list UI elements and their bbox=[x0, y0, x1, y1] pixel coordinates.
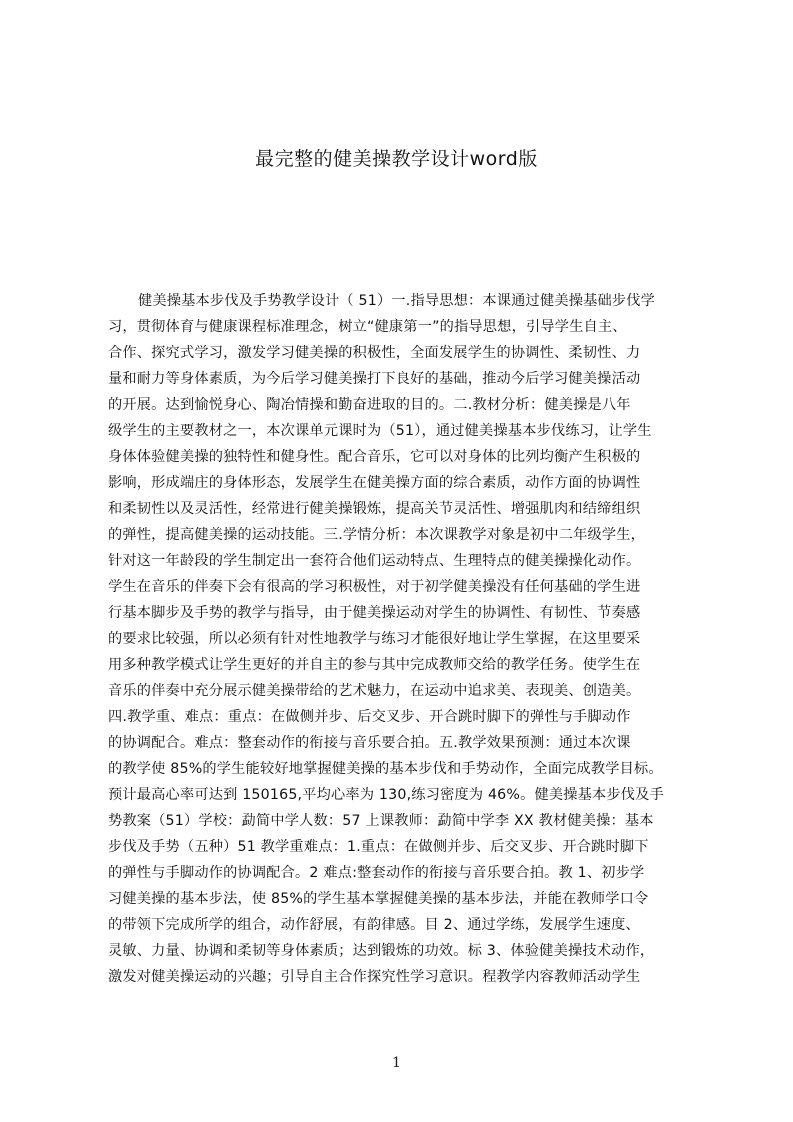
body-line: 四.教学重、难点：重点：在做侧并步、后交叉步、开合跳时脚下的弹性与手脚动作 bbox=[108, 709, 631, 725]
body-line: 针对这一年龄段的学生制定出一套符合他们运动特点、生理特点的健美操操化动作。 bbox=[108, 553, 641, 569]
body-line: 学生在音乐的伴奏下会有很高的学习积极性，对于初学健美操没有任何基础的学生进 bbox=[108, 579, 641, 595]
body-line: 用多种教学模式让学生更好的并自主的参与其中完成教师交给的教学任务。使学生在 bbox=[108, 657, 641, 673]
body-line: 音乐的伴奏中充分展示健美操带给的艺术魅力，在运动中追求美、表现美、创造美。 bbox=[108, 683, 641, 699]
body-line: 健美操基本步伐及手势教学设计（ 51）一.指导思想：本课通过健美操基础步伐学 bbox=[138, 293, 656, 309]
body-line: 习健美操的基本步法，使 85%的学生基本掌握健美操的基本步法，并能在教师学口令 bbox=[108, 891, 649, 907]
body-line: 步伐及手势（五种）51 教学重难点：1.重点：在做侧并步、后交叉步、开合跳时脚下 bbox=[108, 839, 649, 855]
body-line: 的带领下完成所学的组合，动作舒展，有韵律感。目 2、通过学练，发展学生速度、 bbox=[108, 917, 640, 933]
body-line: 激发对健美操运动的兴趣；引导自主合作探究性学习意识。程教学内容教师活动学生 bbox=[108, 969, 641, 985]
body-line: 合作、探究式学习，激发学习健美操的积极性，全面发展学生的协调性、柔韧性、力 bbox=[108, 345, 641, 361]
body-line: 影响，形成端庄的身体形态，发展学生在健美操方面的综合素质，动作方面的协调性 bbox=[108, 475, 641, 491]
body-line: 的开展。达到愉悦身心、陶冶情操和勤奋进取的目的。二.教材分析：健美操是八年 bbox=[108, 397, 631, 413]
body-line: 行基本脚步及手势的教学与指导，由于健美操运动对学生的协调性、有韧性、节奏感 bbox=[108, 605, 641, 621]
body-line: 级学生的主要教材之一，本次课单元课时为（51），通过健美操基本步伐练习，让学生 bbox=[108, 423, 652, 439]
body-line: 的弹性，提高健美操的运动技能。三.学情分析：本次课教学对象是初中二年级学生， bbox=[108, 527, 646, 543]
body-line: 和柔韧性以及灵活性，经常进行健美操锻炼，提高关节灵活性、增强肌肉和结缔组织 bbox=[108, 501, 641, 517]
document-title: 最完整的健美操教学设计word版 bbox=[255, 148, 538, 170]
body-line: 势教案（51）学校：勐简中学人数：57 上课教师：勐简中学李 XX 教材健美操：基本 bbox=[108, 813, 654, 829]
body-line: 预计最高心率可达到 150165,平均心率为 130,练习密度为 46%。健美操基本步伐及手 bbox=[108, 787, 664, 803]
body-line: 身体体验健美操的独特性和健身性。配合音乐，它可以对身体的比列均衡产生积极的 bbox=[108, 449, 641, 465]
body-line: 灵敏、力量、协调和柔韧等身体素质；达到锻炼的功效。标 3、体验健美操技术动作， bbox=[108, 943, 655, 959]
body-line: 的弹性与手脚动作的协调配合。2 难点:整套动作的衔接与音乐要合拍。教 1、初步学 bbox=[108, 865, 645, 881]
body-line: 量和耐力等身体素质，为今后学习健美操打下良好的基础，推动今后学习健美操活动 bbox=[108, 371, 641, 387]
body-line: 习，贯彻体育与健康课程标准理念，树立“健康第一”的指导思想，引导学生自主、 bbox=[108, 319, 627, 335]
document-body bbox=[108, 288, 698, 1048]
body-line: 的教学使 85%的学生能较好地掌握健美操的基本步伐和手势动作，全面完成教学目标。 bbox=[108, 761, 663, 777]
body-line: 的要求比较强，所以必须有针对性地教学与练习才能很好地让学生掌握，在这里要采 bbox=[108, 631, 641, 647]
body-line: 的协调配合。难点：整套动作的衔接与音乐要合拍。五.教学效果预测：通过本次课 bbox=[108, 735, 631, 751]
page-number: 1 bbox=[392, 1055, 401, 1071]
